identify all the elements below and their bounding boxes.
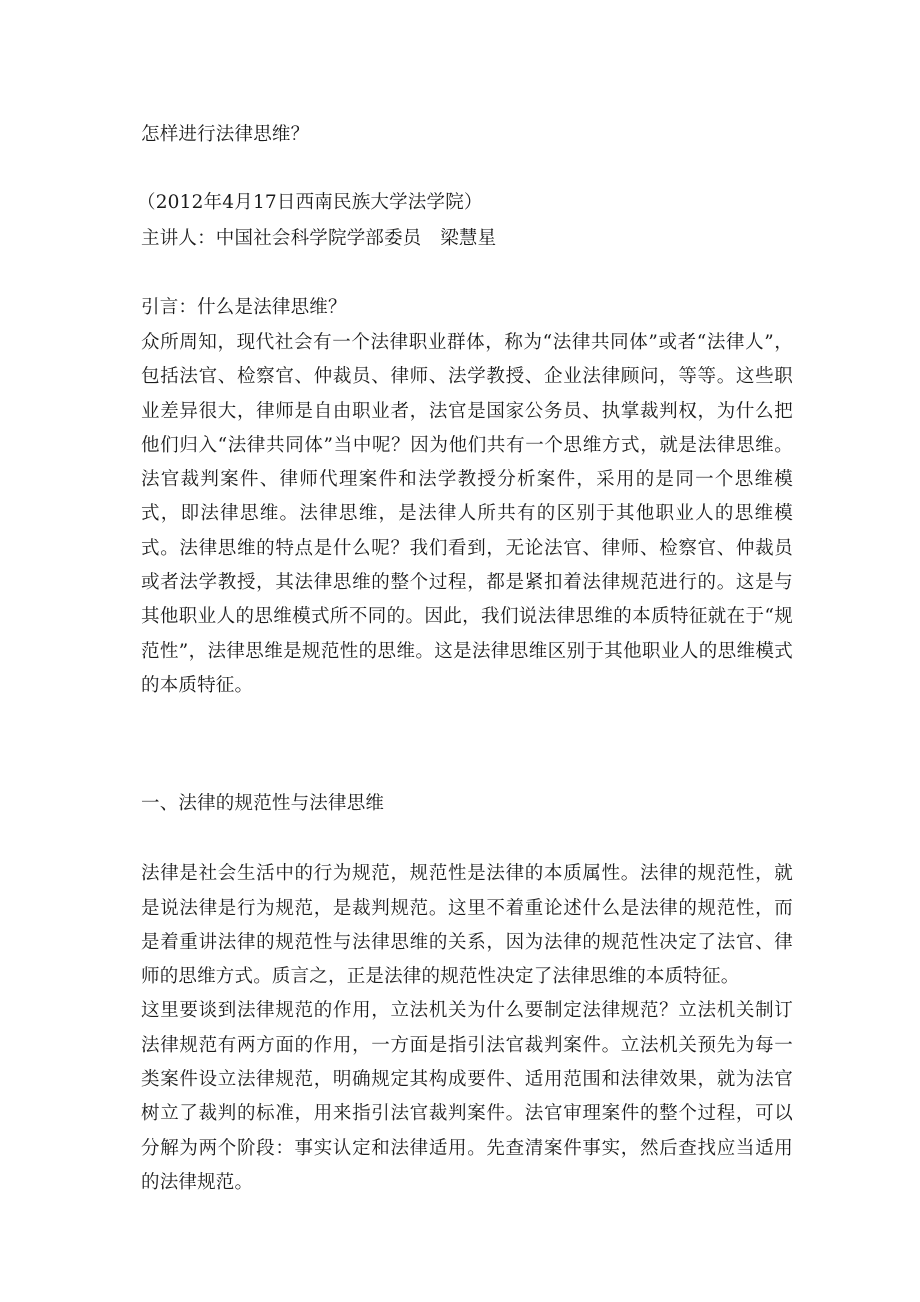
spacer (141, 258, 793, 290)
spacer (141, 821, 793, 857)
section-1-heading: 一、法律的规范性与法律思维 (141, 793, 385, 815)
intro-heading: 引言：什么是法律思维？ (141, 297, 347, 318)
section-1-paragraph-2: 这里要谈到法律规范的作用，立法机关为什么要制定法律规范？立法机关制订法律规范有两方面的作用，一方面是指引法官裁判案件。立法机关预先为每一类案件设立法律规范，明确规定其构成要件、适用范围和法律效果，就为法官树立了裁判的标准，用来指引法官裁判案件。法官审理案件的整个过程，可以分解为两个阶段：事实认定和法律适用。先查清案件事实，然后查找应当适用的法律规范。 (141, 1000, 793, 1193)
speaker-line: 主讲人：中国社会科学院学部委员 梁慧星 (141, 228, 497, 249)
spacer (141, 703, 793, 787)
intro-paragraph: 众所周知，现代社会有一个法律职业群体，称为“法律共同体”或者“法律人”，包括法官、检察官、仲裁员、律师、法学教授、企业法律顾问，等等。这些职业差异很大，律师是自由职业者，法官是国家公务员、执掌裁判权，为什么把他们归入“法律共同体”当中呢？因为他们共有一个思维方式，就是法律思维。法官裁判案件、律师代理案件和法学教授分析案件，采用的是同一个思维模式，即法律思维。法律思维，是法律人所共有的区别于其他职业人的思维模式。法律思维的特点是什么呢？我们看到，无论法官、律师、检察官、仲裁员或者法学教授，其法律思维的整个过程，都是紧扣着法律规范进行的。这是与其他职业人的思维模式所不同的。因此，我们说法律思维的本质特征就在于“规范性”，法律思维是规范性的思维。这是法律思维区别于其他职业人的思维模式的本质特征。 (141, 332, 793, 696)
event-info: （2012年4月17日西南民族大学法学院） (137, 192, 483, 213)
document-title: 怎样进行法律思维？ (141, 124, 310, 145)
spacer (141, 152, 793, 186)
document-page (137, 118, 793, 1200)
section-1-paragraph-1: 法律是社会生活中的行为规范，规范性是法律的本质属性。法律的规范性，就是说法律是行为规范，是裁判规范。这里不着重论述什么是法律的规范性，而是着重讲法律的规范性与法律思维的关系，因为法律的规范性决定了法官、律师的思维方式。质言之，正是法律的规范性决定了法律思维的本质特征。 (141, 863, 793, 988)
